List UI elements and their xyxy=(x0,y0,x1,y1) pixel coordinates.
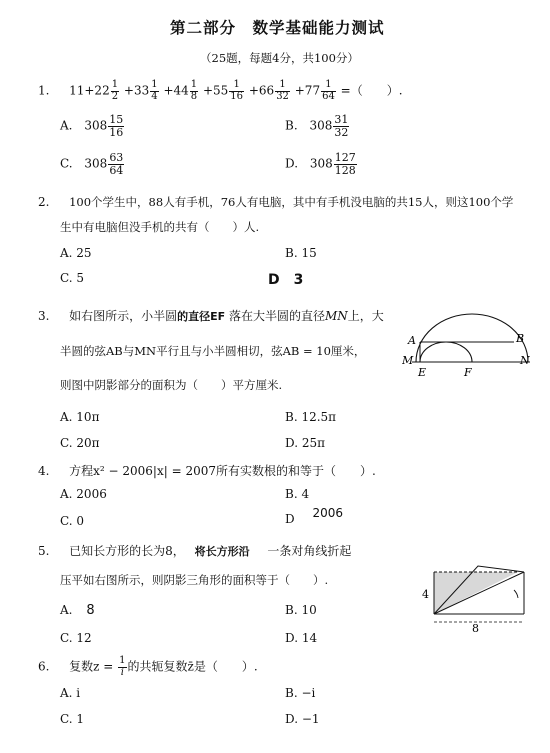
handwritten-note: 将长方形沿 xyxy=(194,545,250,558)
label-width: 4 xyxy=(422,588,429,601)
question-text: 100个学生中，88人有手机，76人有电脑，其中有手机没电脑的共15人，则这100个学 xyxy=(69,195,514,209)
option-d[interactable]: D. 308 $\frac{127}{128}$ xyxy=(285,151,356,177)
question-3-line2: 半圆的弦AB与MN平行且与小半圆相切，弦AB = 10厘米， xyxy=(60,344,366,358)
page-subtitle: （25题，每题4分，共100分） xyxy=(200,51,359,65)
option-c[interactable]: C. 12 xyxy=(60,631,92,645)
option-b[interactable]: B. 308 $\frac{31}{32}$ xyxy=(285,113,349,139)
handwritten-note: 的直径EF xyxy=(177,310,226,323)
option-c[interactable]: C. 20π xyxy=(60,436,100,450)
q1-term: 11+22 xyxy=(69,83,110,98)
q1-fraction: $\frac{1}{4}$ xyxy=(151,79,158,102)
label-m: M xyxy=(402,354,414,367)
handwritten-answer: 2006 xyxy=(312,506,343,520)
option-b[interactable]: B. 15 xyxy=(285,246,317,260)
label-a: A xyxy=(408,334,416,347)
option-b[interactable]: B. −i xyxy=(285,686,316,700)
question-5-line2: 压平如右图所示，则阴影三角形的面积等于（ ）. xyxy=(60,573,329,587)
label-e: E xyxy=(418,366,427,378)
option-a[interactable]: A. i xyxy=(60,686,81,700)
option-d[interactable]: D. 14 xyxy=(285,631,318,645)
option-d[interactable]: D 2006 xyxy=(285,506,343,526)
question-number: 3. xyxy=(38,309,50,323)
question-text: 方程x² − 2006|x| = 2007所有实数根的和等于（ ）. xyxy=(69,464,376,478)
option-fraction: $\frac{31}{32}$ xyxy=(334,113,349,139)
semicircle-figure xyxy=(402,308,532,378)
label-length: 8 xyxy=(472,622,479,632)
option-c[interactable]: C. 308 $\frac{63}{64}$ xyxy=(60,151,124,177)
question-number: 2. xyxy=(38,195,50,209)
label-f: F xyxy=(464,366,472,378)
question-number: 4. xyxy=(38,464,50,478)
option-c[interactable]: C. 5 xyxy=(60,271,85,285)
option-a[interactable]: A. 8 xyxy=(60,603,95,618)
label-b: B xyxy=(516,332,525,345)
folded-rectangle-figure xyxy=(418,562,530,632)
question-number: 6. xyxy=(38,659,50,674)
question-1 xyxy=(38,80,403,102)
question-5: 5. 已知长方形的长为8， 将长方形沿 一条对角线折起 xyxy=(38,544,352,558)
q1-term: +55 xyxy=(202,83,229,98)
question-2 xyxy=(38,194,513,210)
q1-term: +66 xyxy=(248,83,275,98)
page-title: 第二部分 数学基础能力测试 xyxy=(170,18,385,37)
label-n: N xyxy=(520,354,530,367)
option-c[interactable]: C. 0 xyxy=(60,514,85,528)
option-d-answer[interactable]: D 3 xyxy=(268,272,304,288)
option-b[interactable]: B. 12.5π xyxy=(285,410,337,424)
q1-fraction: $\frac{1}{32}$ xyxy=(276,79,289,102)
q1-fraction: $\frac{1}{64}$ xyxy=(322,79,335,102)
option-fraction: $\frac{63}{64}$ xyxy=(109,151,124,177)
question-2-line2: 生中有电脑但没手机的共有（ ）人. xyxy=(60,220,260,234)
option-b[interactable]: B. 10 xyxy=(285,603,317,617)
question-3-line3: 则图中阴影部分的面积为（ ）平方厘米. xyxy=(60,378,283,392)
q1-tail: =（ ）. xyxy=(340,83,403,98)
question-number: 5. xyxy=(38,544,50,558)
option-a[interactable]: A. 2006 xyxy=(60,487,107,501)
handwritten-answer: 8 xyxy=(86,603,95,618)
option-d[interactable]: D. 25π xyxy=(285,436,325,450)
q1-fraction: $\frac{1}{8}$ xyxy=(190,79,198,102)
q1-term: +33 xyxy=(123,83,150,98)
question-4 xyxy=(38,462,376,479)
q1-term: +77 xyxy=(294,83,321,98)
option-fraction: $\frac{15}{16}$ xyxy=(109,113,124,139)
option-b[interactable]: B. 4 xyxy=(285,487,310,501)
question-3: 3. 如右图所示，小半圆的直径EF 落在大半圆的直径MN上，大 xyxy=(38,309,384,323)
q1-fraction: $\frac{1}{16}$ xyxy=(230,79,244,102)
option-a[interactable]: A. 25 xyxy=(60,246,92,260)
q1-term: +44 xyxy=(163,83,189,98)
question-number: 1. xyxy=(38,83,50,98)
option-fraction: $\frac{127}{128}$ xyxy=(334,151,356,177)
q1-fraction: $\frac{1}{2}$ xyxy=(111,79,119,102)
option-d[interactable]: D. −1 xyxy=(285,712,320,726)
question-6: 6. 复数z = $\frac{1}{i}$ 的共轭复数z̄是（ ）. xyxy=(38,655,258,678)
q6-fraction: $\frac{1}{i}$ xyxy=(119,655,126,678)
option-a[interactable]: A. 10π xyxy=(60,410,100,424)
option-c[interactable]: C. 1 xyxy=(60,712,85,726)
option-a[interactable]: A. 308 $\frac{15}{16}$ xyxy=(60,113,124,139)
